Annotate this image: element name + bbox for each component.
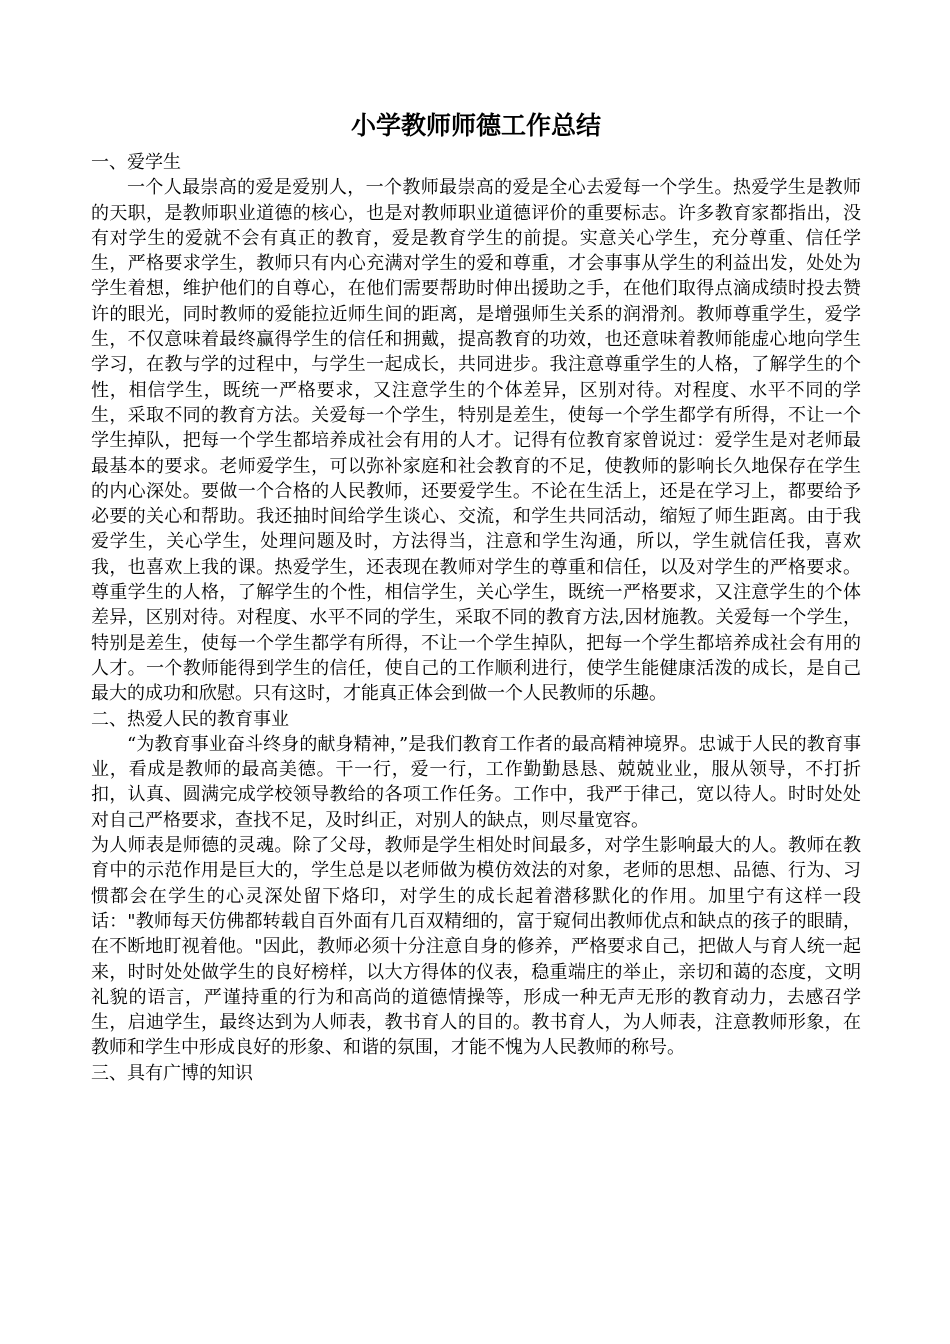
document-page <box>91 106 861 1086</box>
section-broad-knowledge <box>91 1061 861 1086</box>
section-love-education <box>91 707 861 1061</box>
section-love-students <box>91 150 861 707</box>
section-heading: 二、热爱人民的教育事业 <box>91 708 289 730</box>
paragraph: 一个人最崇高的爱是爱别人，一个教师最崇高的爱是全心去爱每一个学生。热爱学生是教师的天职，是教师职业道德的核心，也是对教师职业道德评价的重要标志。许多教育家都指出，没有对学生的爱就不会有真正的教育，爱是教育学生的前提。实意关心学生，充分尊重、信任学生，严格要求学生，教师只有内心充满对学生的爱和尊重，才会事事从学生的利益出发，处处为学生着想，维护他们的自尊心，在他们需要帮助时伸出援助之手，在他们取得点滴成绩时投去赞许的眼光，同时教师的爱能拉近师生间的距离，是增强师生关系的润滑剂。教师尊重学生，爱学生，不仅意味着最终赢得学生的信任和拥戴，提高教育的功效，也还意味着教师能虚心地向学生学习，在教与学的过程中，与学生一起成长，共同进步。我注意尊重学生的人格，了解学生的个性，相信学生，既统一严格要求，又注意学生的个体差异，区别对待。对程度、水平不同的学生，采取不同的教育方法。关爱每一个学生，特别是差生，使每一个学生都学有所得，不让一个学生掉队，把每一个学生都培养成社会有用的人才。记得有位教育家曾说过：爱学生是对老师最最基本的要求。老师爱学生，可以弥补家庭和社会教育的不足，使教师的影响长久地保存在学生的内心深处。要做一个合格的人民教师，还要爱学生。不论在生活上，还是在学习上，都要给予必要的关心和帮助。我还抽时间给学生谈心、交流，和学生共同活动，缩短了师生距离。由于我爱学生，关心学生，处理问题及时，方法得当，注意和学生沟通，所以，学生就信任我，喜欢我，也喜欢上我的课。热爱学生，还表现在教师对学生的尊重和信任，以及对学生的严格要求。尊重学生的人格，了解学生的个性，相信学生，关心学生，既统一严格要求，又注意学生的个体差异，区别对待。对程度、水平不同的学生，采取不同的教育方法,因材施教。关爱每一个学生，特别是差生，使每一个学生都学有所得，不让一个学生掉队，把每一个学生都培养成社会有用的人才。一个教师能得到学生的信任，使自己的工作顺利进行，使学生能健康活泼的成长，是自己最大的成功和欣慰。只有这时，才能真正体会到做一个人民教师的乐趣。 <box>91 177 861 705</box>
paragraph: 为人师表是师德的灵魂。除了父母，教师是学生相处时间最多，对学生影响最大的人。教师在教育中的示范作用是巨大的，学生总是以老师做为模仿效法的对象，老师的思想、品德、行为、习惯都会在学生的心灵深处留下烙印，对学生的成长起着潜移默化的作用。加里宁有这样一段话："教师每天仿佛都转载自百外面有几百双精细的，富于窥伺出教师优点和缺点的孩子的眼睛，在不断地盯视着他。"因此，教师必须十分注意自身的修养，严格要求自己，把做人与育人统一起来，时时处处做学生的良好榜样，以大方得体的仪表，稳重端庄的举止，亲切和蔼的态度，文明礼貌的语言，严谨持重的行为和高尚的道德情操等，形成一种无声无形的教育动力，去感召学生，启迪学生，最终达到为人师表，教书育人的目的。教书育人，为人师表，注意教师形象，在教师和学生中形成良好的形象、和谐的氛围，才能不愧为人民教师的称号。 <box>91 835 861 1059</box>
section-heading: 一、爱学生 <box>91 152 181 173</box>
paragraph: “为教育事业奋斗终身的献身精神，”是我们教育工作者的最高精神境界。忠诚于人民的教育事业，看成是教师的最高美德。干一行，爱一行，工作勤勤恳恳、兢兢业业，服从领导，不打折扣，认真、圆满完成学校领导教给的各项工作任务。工作中，我严于律己，宽以待人。时时处处对自己严格要求，查找不足，及时纠正，对别人的缺点，则尽量宽容。 <box>91 733 861 831</box>
section-heading: 三、具有广博的知识 <box>91 1062 253 1084</box>
document-title: 小学教师师德工作总结 <box>350 111 601 140</box>
